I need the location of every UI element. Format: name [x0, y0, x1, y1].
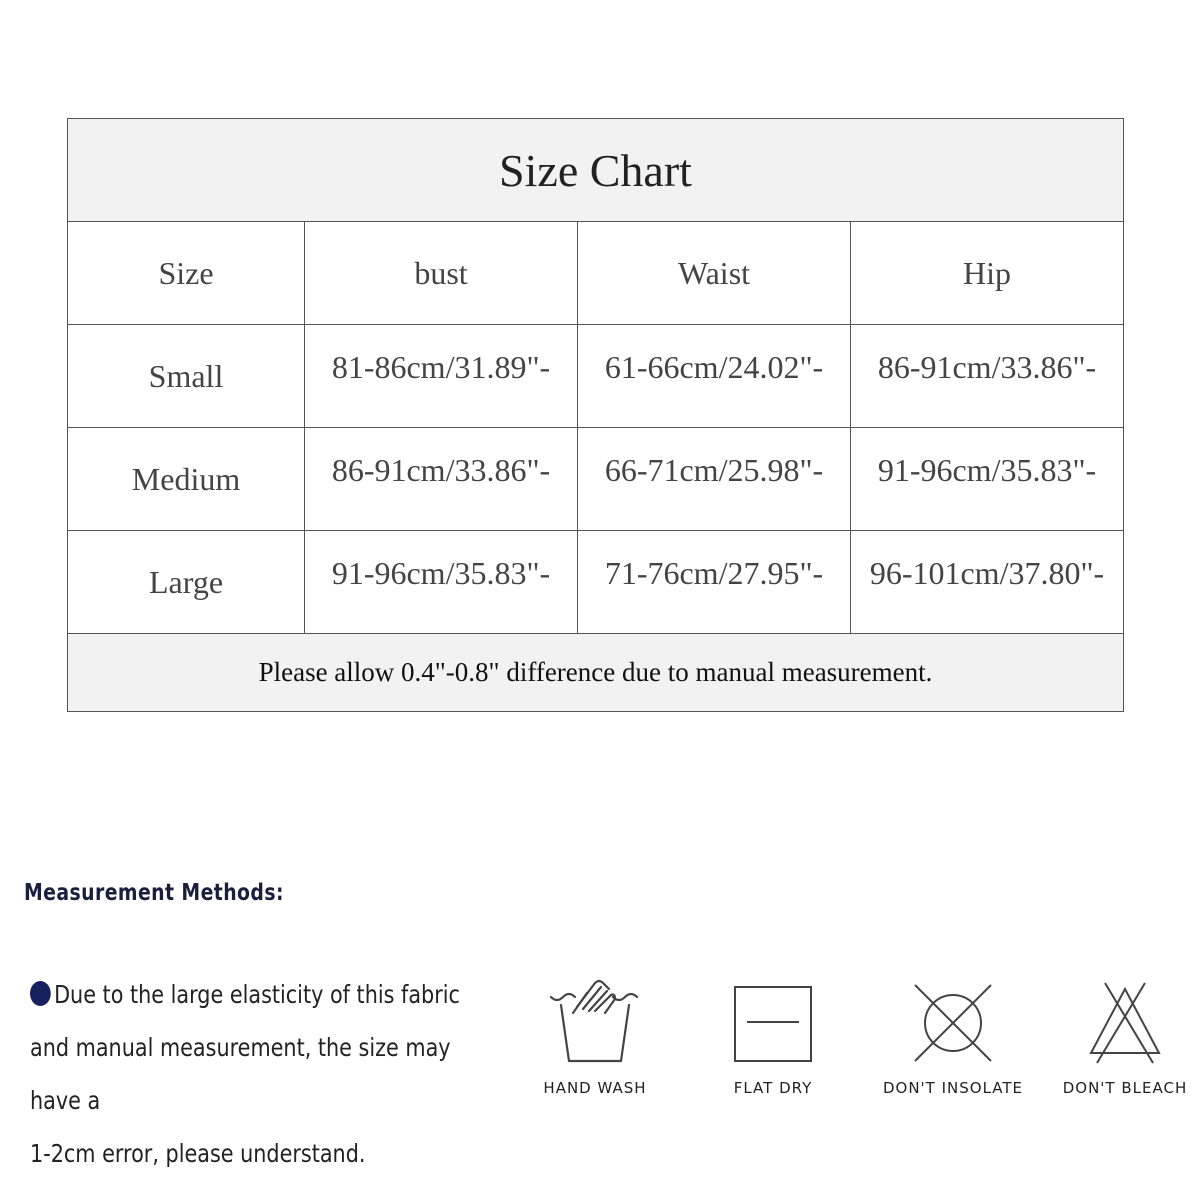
dont-bleach-icon [1077, 975, 1173, 1065]
size-chart-title: Size Chart [68, 119, 1123, 222]
measurement-note: Please allow 0.4"-0.8" difference due to manual measurement. [68, 634, 1123, 711]
table-row-medium [68, 428, 1123, 531]
waist-value: 71-76cm/27.95"- [604, 555, 824, 591]
care-label: DON'T BLEACH [1062, 1079, 1188, 1097]
flat-dry-icon [725, 975, 821, 1065]
methods-line-3: 1-2cm error, please understand. [30, 1139, 366, 1168]
hip-value: 91-96cm/35.83"- [877, 452, 1097, 488]
table-row-small [68, 325, 1123, 428]
bust-value: 86-91cm/33.86"- [331, 452, 551, 488]
measurement-methods-heading: Measurement Methods: [24, 880, 284, 906]
hip-value: 96-101cm/37.80"- [869, 555, 1105, 591]
bullet-dot-icon [30, 981, 51, 1006]
hip-value: 86-91cm/33.86"- [877, 349, 1097, 385]
bust-value: 91-96cm/35.83"- [331, 555, 551, 591]
header-bust: bust [305, 222, 578, 324]
dont-insolate-icon [905, 975, 1001, 1065]
care-label: FLAT DRY [733, 1079, 813, 1097]
header-hip: Hip [963, 254, 1011, 291]
methods-line-2: and manual measurement, the size may have a [30, 1033, 451, 1115]
care-label: DON'T INSOLATE [882, 1079, 1024, 1097]
table-row-large [68, 531, 1123, 634]
header-waist: Waist [578, 222, 851, 324]
care-item-dont-bleach [1045, 975, 1200, 1097]
care-item-dont-insolate [873, 975, 1033, 1097]
bust-value: 81-86cm/31.89"- [331, 349, 551, 385]
waist-value: 66-71cm/25.98"- [604, 452, 824, 488]
size-label: Large [68, 531, 305, 633]
size-chart-table [67, 118, 1124, 712]
care-label: HAND WASH [543, 1079, 647, 1097]
methods-line-1: Due to the large elasticity of this fabric [54, 980, 460, 1009]
size-label: Small [68, 325, 305, 427]
care-item-flat-dry [693, 975, 853, 1097]
care-item-hand-wash [515, 975, 675, 1097]
measurement-methods-text [30, 968, 495, 1180]
size-label: Medium [68, 428, 305, 530]
header-size: Size [68, 222, 305, 324]
table-header-row [68, 222, 1123, 325]
hand-wash-icon [547, 975, 643, 1065]
waist-value: 61-66cm/24.02"- [604, 349, 824, 385]
